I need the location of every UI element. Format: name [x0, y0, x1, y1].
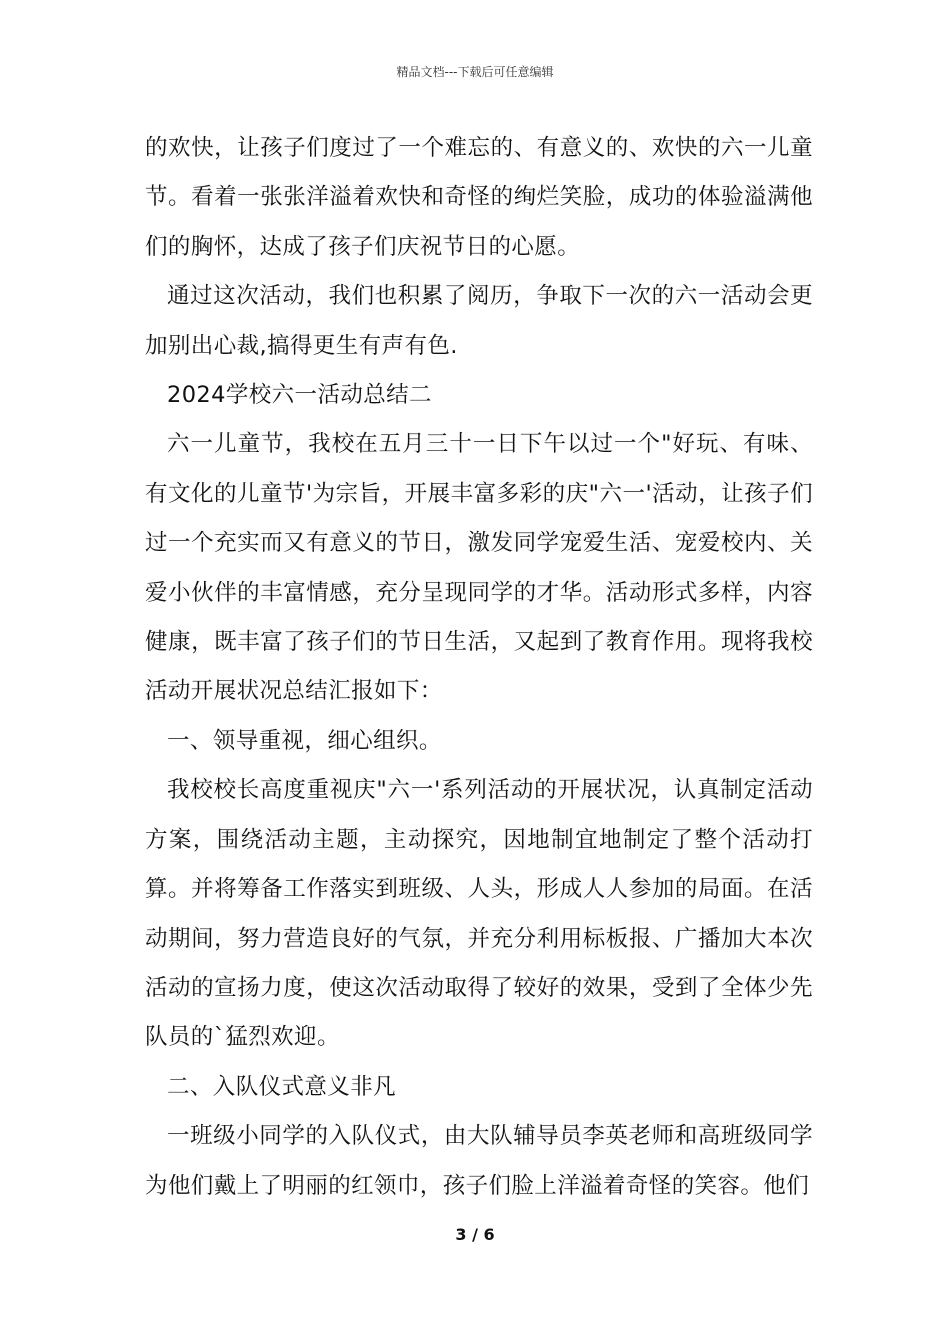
- paragraph-5: 一班级小同学的入队仪式，由大队辅导员李英老师和高班级同学为他们戴上了明丽的红领巾，孩子们脸上洋溢着奇怪的笑容。他们: [145, 1123, 813, 1199]
- document-title: 2024学校六一活动总结二: [167, 382, 432, 409]
- document-body: [145, 124, 813, 1211]
- paragraph-4: 我校校长高度重视庆"六一'系列活动的开展状况，认真制定活动方案，围绕活动主题，主动探究，因地制宜地制定了整个活动打算。并将筹备工作落实到班级、人头，形成人人参加的局面。在活动期间，努力营造良好的气氛，并充分利用标板报、广播加大本次活动的宣扬力度，使这次活动取得了较好的效果，受到了全体少先队员的`猛烈欢迎。: [145, 777, 813, 1051]
- paragraph-1: 的欢快，让孩子们度过了一个难忘的、有意义的、欢快的六一儿童节。看着一张张洋溢着欢快和奇怪的绚烂笑脸，成功的体验溢满他们的胸怀，达成了孩子们庆祝节日的心愿。: [145, 135, 813, 260]
- page-header: 精品文档---下载后可任意编辑: [396, 65, 554, 79]
- section-heading-2: 二、入队仪式意义非凡: [167, 1073, 397, 1100]
- section-heading-1: 一、领导重视，细心组织。: [167, 727, 442, 754]
- page-number: 3 / 6: [455, 1225, 495, 1244]
- paragraph-3: 六一儿童节，我校在五月三十一日下午以过一个"好玩、有味、有文化的儿童节'为宗旨，开展丰富多彩的庆"六一'活动，让孩子们过一个充实而又有意义的节日，激发同学宠爱生活、宠爱校内、关爱小伙伴的丰富情感，充分呈现同学的才华。活动形式多样，内容健康，既丰富了孩子们的节日生活，又起到了教育作用。现将我校活动开展状况总结汇报如下：: [145, 431, 813, 705]
- paragraph-2: 通过这次活动，我们也积累了阅历，争取下一次的六一活动会更加别出心裁,搞得更生有声有色.: [145, 283, 813, 359]
